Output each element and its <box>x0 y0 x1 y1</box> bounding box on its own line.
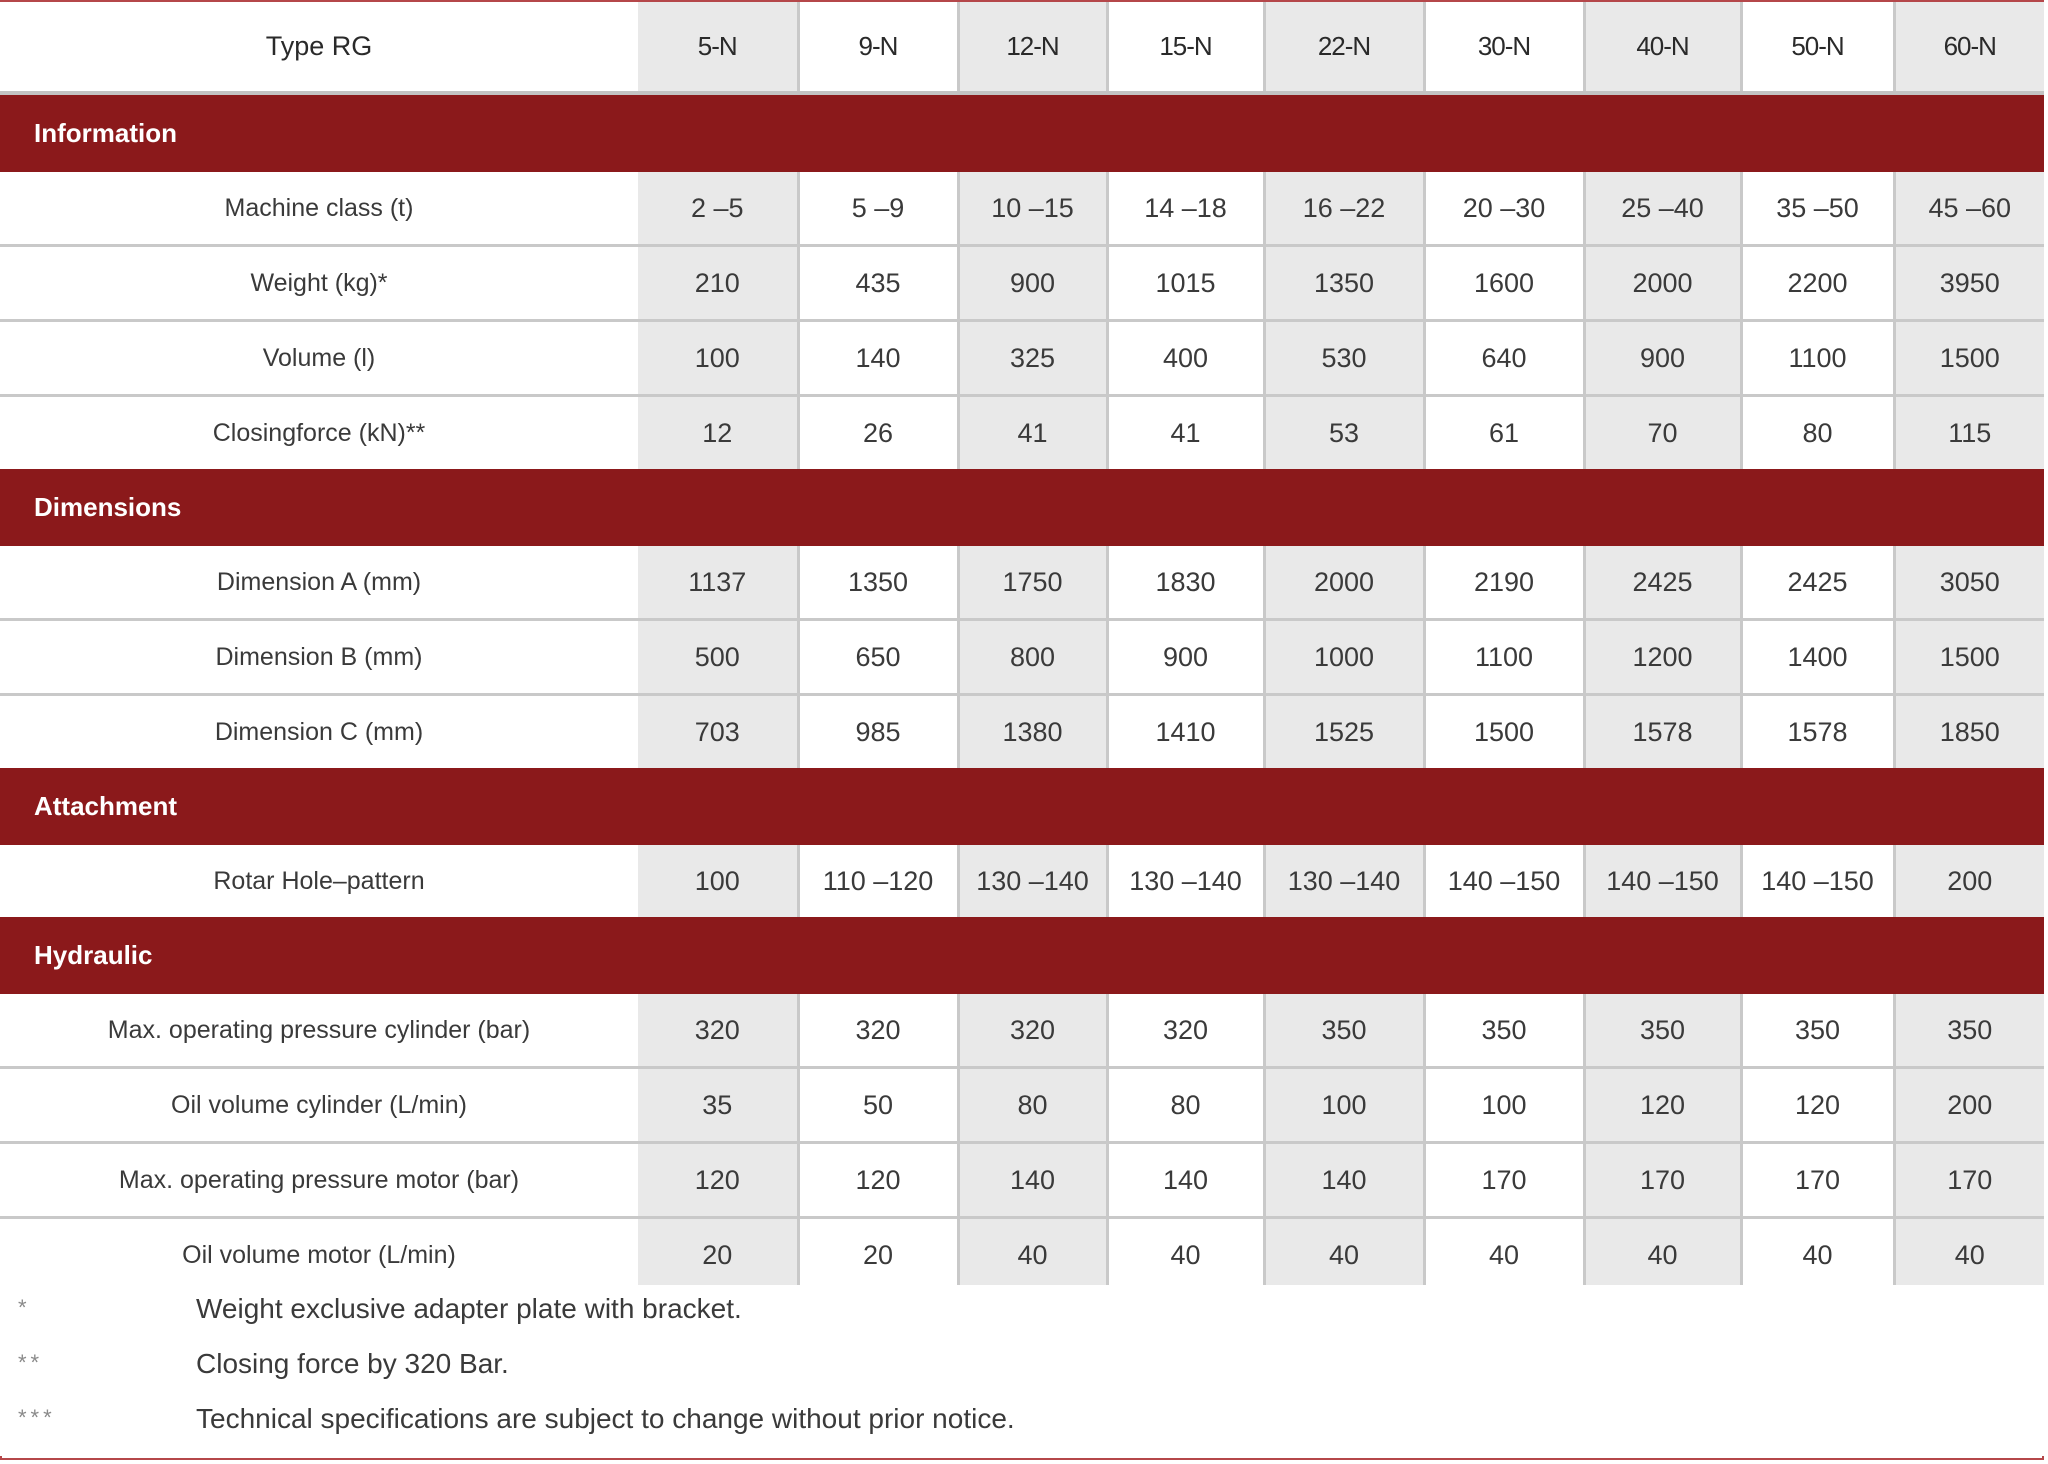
value-cell: 350 <box>1584 994 1741 1068</box>
value-cell: 120 <box>1584 1068 1741 1143</box>
value-cell: 320 <box>638 994 798 1068</box>
value-cell: 1525 <box>1264 695 1424 769</box>
model-header-12-n: 12-N <box>958 2 1107 93</box>
row-label: Rotar Hole–pattern <box>0 845 638 917</box>
section-title: Information <box>0 93 2044 172</box>
value-cell: 40 <box>1424 1218 1584 1292</box>
value-cell: 100 <box>638 845 798 917</box>
value-cell: 650 <box>798 620 958 695</box>
value-cell: 12 <box>638 396 798 470</box>
value-cell: 210 <box>638 246 798 321</box>
model-header-40-n: 40-N <box>1584 2 1741 93</box>
value-cell: 1400 <box>1741 620 1894 695</box>
value-cell: 320 <box>958 994 1107 1068</box>
value-cell: 1500 <box>1424 695 1584 769</box>
value-cell: 100 <box>1424 1068 1584 1143</box>
value-cell: 120 <box>798 1143 958 1218</box>
table-row <box>0 396 2044 470</box>
footnote <box>0 1285 2044 1339</box>
row-label: Oil volume cylinder (L/min) <box>0 1068 638 1143</box>
value-cell: 14 –18 <box>1107 172 1264 246</box>
row-label: Weight (kg)* <box>0 246 638 321</box>
section-header-dimensions <box>0 469 2044 546</box>
value-cell: 1410 <box>1107 695 1264 769</box>
value-cell: 140 –150 <box>1584 845 1741 917</box>
value-cell: 26 <box>798 396 958 470</box>
value-cell: 100 <box>1264 1068 1424 1143</box>
section-header-information <box>0 93 2044 172</box>
value-cell: 53 <box>1264 396 1424 470</box>
value-cell: 115 <box>1894 396 2044 470</box>
value-cell: 70 <box>1584 396 1741 470</box>
value-cell: 40 <box>1107 1218 1264 1292</box>
value-cell: 41 <box>1107 396 1264 470</box>
value-cell: 35 <box>638 1068 798 1143</box>
value-cell: 435 <box>798 246 958 321</box>
value-cell: 20 <box>638 1218 798 1292</box>
footnote-mark: ** <box>18 1350 44 1375</box>
value-cell: 1137 <box>638 546 798 620</box>
value-cell: 10 –15 <box>958 172 1107 246</box>
value-cell: 500 <box>638 620 798 695</box>
value-cell: 5 –9 <box>798 172 958 246</box>
value-cell: 350 <box>1741 994 1894 1068</box>
section-title: Attachment <box>0 768 2044 845</box>
model-header-50-n: 50-N <box>1741 2 1894 93</box>
table-row <box>0 1143 2044 1218</box>
value-cell: 1350 <box>1264 246 1424 321</box>
value-cell: 140 –150 <box>1424 845 1584 917</box>
table-row <box>0 695 2044 769</box>
value-cell: 170 <box>1424 1143 1584 1218</box>
value-cell: 40 <box>1264 1218 1424 1292</box>
value-cell: 1100 <box>1424 620 1584 695</box>
value-cell: 61 <box>1424 396 1584 470</box>
footnote <box>0 1395 2044 1449</box>
value-cell: 80 <box>958 1068 1107 1143</box>
value-cell: 50 <box>798 1068 958 1143</box>
value-cell: 40 <box>958 1218 1107 1292</box>
row-label: Oil volume motor (L/min) <box>0 1218 638 1292</box>
value-cell: 320 <box>1107 994 1264 1068</box>
value-cell: 2425 <box>1584 546 1741 620</box>
type-label: Type RG <box>0 2 638 93</box>
value-cell: 2 –5 <box>638 172 798 246</box>
footnote-text: Weight exclusive adapter plate with bracket. <box>196 1293 742 1324</box>
section-title: Hydraulic <box>0 917 2044 994</box>
row-label: Max. operating pressure cylinder (bar) <box>0 994 638 1068</box>
value-cell: 1750 <box>958 546 1107 620</box>
value-cell: 130 –140 <box>1264 845 1424 917</box>
value-cell: 2190 <box>1424 546 1584 620</box>
value-cell: 120 <box>1741 1068 1894 1143</box>
footnotes <box>0 1285 2044 1456</box>
value-cell: 320 <box>798 994 958 1068</box>
model-header-15-n: 15-N <box>1107 2 1264 93</box>
model-header-row <box>0 2 2044 93</box>
row-label: Dimension C (mm) <box>0 695 638 769</box>
value-cell: 20 <box>798 1218 958 1292</box>
value-cell: 2425 <box>1741 546 1894 620</box>
value-cell: 40 <box>1584 1218 1741 1292</box>
row-label: Dimension A (mm) <box>0 546 638 620</box>
table-row <box>0 1068 2044 1143</box>
value-cell: 140 <box>1264 1143 1424 1218</box>
value-cell: 2200 <box>1741 246 1894 321</box>
model-header-9-n: 9-N <box>798 2 958 93</box>
section-title: Dimensions <box>0 469 2044 546</box>
value-cell: 1015 <box>1107 246 1264 321</box>
value-cell: 1600 <box>1424 246 1584 321</box>
value-cell: 2000 <box>1264 546 1424 620</box>
table-row <box>0 172 2044 246</box>
value-cell: 140 –150 <box>1741 845 1894 917</box>
table-row <box>0 845 2044 917</box>
row-label: Machine class (t) <box>0 172 638 246</box>
value-cell: 900 <box>1584 321 1741 396</box>
value-cell: 20 –30 <box>1424 172 1584 246</box>
value-cell: 1380 <box>958 695 1107 769</box>
value-cell: 41 <box>958 396 1107 470</box>
value-cell: 1830 <box>1107 546 1264 620</box>
table-row <box>0 546 2044 620</box>
section-header-attachment <box>0 768 2044 845</box>
value-cell: 200 <box>1894 845 2044 917</box>
value-cell: 1000 <box>1264 620 1424 695</box>
row-label: Max. operating pressure motor (bar) <box>0 1143 638 1218</box>
value-cell: 1100 <box>1741 321 1894 396</box>
table-row <box>0 321 2044 396</box>
value-cell: 2000 <box>1584 246 1741 321</box>
value-cell: 35 –50 <box>1741 172 1894 246</box>
value-cell: 140 <box>958 1143 1107 1218</box>
value-cell: 900 <box>958 246 1107 321</box>
value-cell: 16 –22 <box>1264 172 1424 246</box>
value-cell: 1350 <box>798 546 958 620</box>
value-cell: 140 <box>798 321 958 396</box>
value-cell: 640 <box>1424 321 1584 396</box>
value-cell: 80 <box>1741 396 1894 470</box>
value-cell: 1850 <box>1894 695 2044 769</box>
specification-table <box>0 2 2044 1291</box>
table-row <box>0 620 2044 695</box>
footnote <box>0 1340 2044 1394</box>
model-header-60-n: 60-N <box>1894 2 2044 93</box>
value-cell: 170 <box>1894 1143 2044 1218</box>
value-cell: 3950 <box>1894 246 2044 321</box>
row-label: Volume (l) <box>0 321 638 396</box>
footnote-mark: *** <box>18 1405 56 1430</box>
value-cell: 1578 <box>1741 695 1894 769</box>
value-cell: 350 <box>1264 994 1424 1068</box>
value-cell: 140 <box>1107 1143 1264 1218</box>
table-row <box>0 246 2044 321</box>
value-cell: 1578 <box>1584 695 1741 769</box>
value-cell: 3050 <box>1894 546 2044 620</box>
value-cell: 800 <box>958 620 1107 695</box>
footnote-text: Closing force by 320 Bar. <box>196 1348 509 1379</box>
value-cell: 25 –40 <box>1584 172 1741 246</box>
value-cell: 400 <box>1107 321 1264 396</box>
value-cell: 703 <box>638 695 798 769</box>
footnote-mark: * <box>18 1295 31 1320</box>
value-cell: 350 <box>1894 994 2044 1068</box>
value-cell: 45 –60 <box>1894 172 2044 246</box>
model-header-22-n: 22-N <box>1264 2 1424 93</box>
value-cell: 170 <box>1584 1143 1741 1218</box>
value-cell: 900 <box>1107 620 1264 695</box>
value-cell: 170 <box>1741 1143 1894 1218</box>
value-cell: 1500 <box>1894 620 2044 695</box>
value-cell: 1500 <box>1894 321 2044 396</box>
footnote-text: Technical specifications are subject to change without prior notice. <box>196 1403 1015 1434</box>
value-cell: 325 <box>958 321 1107 396</box>
model-header-30-n: 30-N <box>1424 2 1584 93</box>
specification-body <box>0 93 2044 1291</box>
value-cell: 1200 <box>1584 620 1741 695</box>
table-row <box>0 994 2044 1068</box>
value-cell: 130 –140 <box>958 845 1107 917</box>
value-cell: 40 <box>1741 1218 1894 1292</box>
table-row <box>0 1218 2044 1292</box>
value-cell: 130 –140 <box>1107 845 1264 917</box>
value-cell: 100 <box>638 321 798 396</box>
value-cell: 40 <box>1894 1218 2044 1292</box>
value-cell: 200 <box>1894 1068 2044 1143</box>
section-header-hydraulic <box>0 917 2044 994</box>
row-label: Dimension B (mm) <box>0 620 638 695</box>
value-cell: 985 <box>798 695 958 769</box>
value-cell: 530 <box>1264 321 1424 396</box>
model-header-5-n: 5-N <box>638 2 798 93</box>
value-cell: 120 <box>638 1143 798 1218</box>
value-cell: 350 <box>1424 994 1584 1068</box>
value-cell: 80 <box>1107 1068 1264 1143</box>
value-cell: 110 –120 <box>798 845 958 917</box>
row-label: Closingforce (kN)** <box>0 396 638 470</box>
